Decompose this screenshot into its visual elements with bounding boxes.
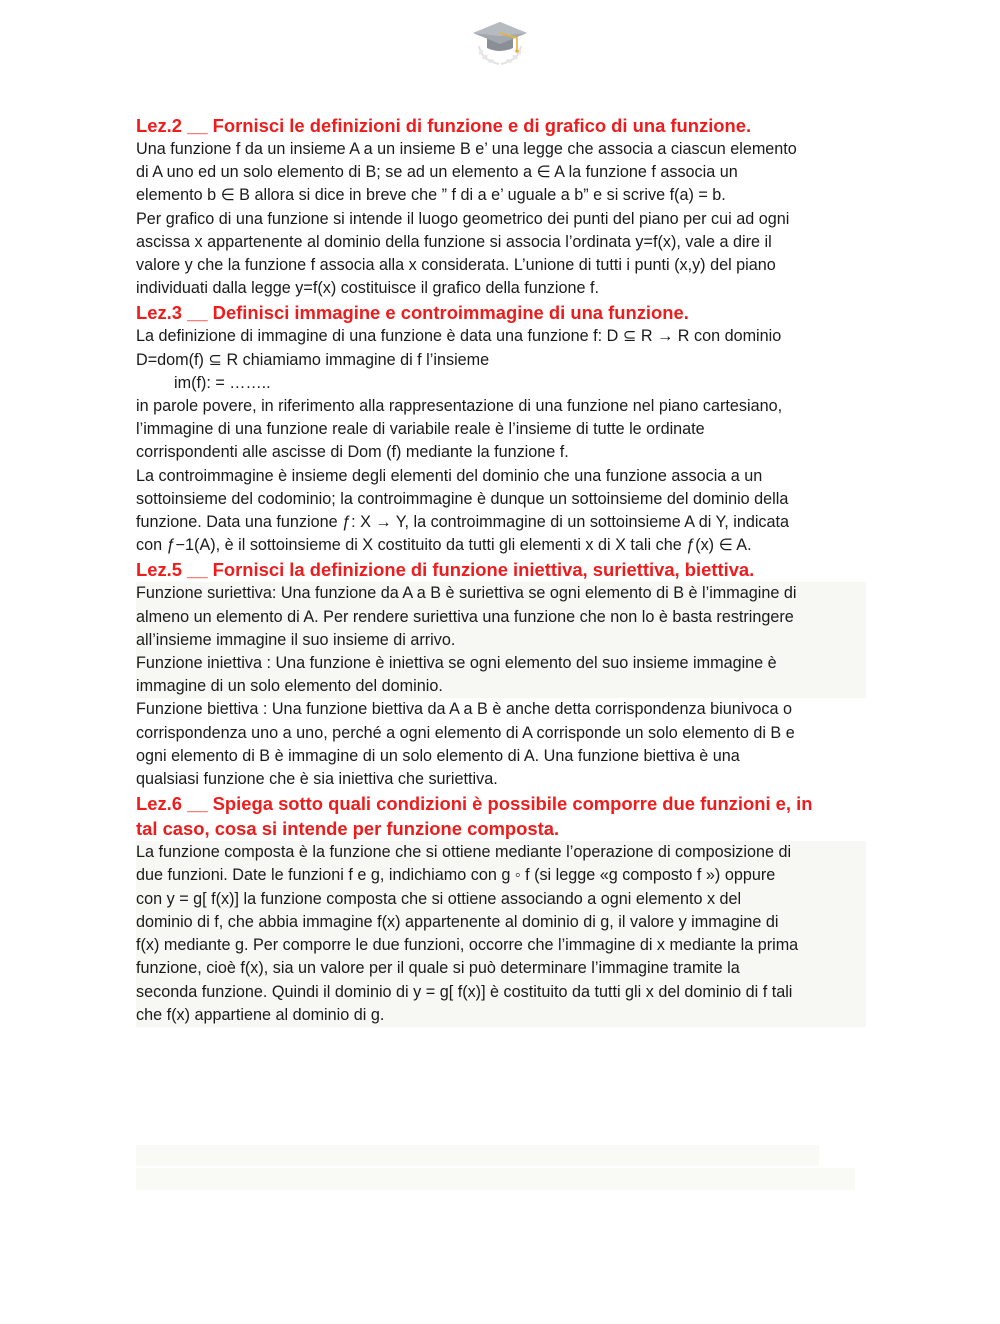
answer-paragraph: La definizione di immagine di una funzione è data una funzione f: D ⊆ R → R con dominio D=dom(f) ⊆ R chiamiamo immagine di f l’insieme (136, 327, 782, 369)
document-body (136, 113, 866, 1027)
formula-line: im(f): = …….. (174, 373, 271, 392)
question-heading: Lez.3 __ Definisci immagine e controimmagine di una funzione. (136, 302, 689, 324)
answer-paragraph: in parole povere, in riferimento alla rappresentazione di una funzione nel piano cartesiano, l’immagine di una funzione reale di variabile reale è l’insieme di tutte le ordinate corrispondenti alle ascisse di Dom (f) mediante la funzione f. (136, 397, 783, 462)
question-heading: Lez.2 __ Fornisci le definizioni di funzione e di grafico di una funzione. (136, 115, 752, 136)
answer-paragraph: La controimmagine è insieme degli elementi del dominio che una funzione associa a un sottoinsieme del codominio; la controimmagine è dunque un sottoinsieme del dominio della funzione. Data una funzione ƒ: X → Y, la controimmagine di un sottoinsieme A di Y, indicata con ƒ−1(A), è il sottoinsieme di X costituito da tutti gli elementi x di X tali che ƒ(x) ∈ A. (136, 466, 790, 555)
answer-paragraph: Per grafico di una funzione si intende il luogo geometrico dei punti del piano per cui ad ogni ascissa x appartenente al dominio della funzione si associa l’ordinata y=f(x), vale a dire il valore y che la funzione f associa alla x considerata. L’unione di tutti i punti (x,y) del piano individuati dalla legge y=f(x) costituisce il grafico della funzione f. (136, 209, 790, 298)
empty-shaded-line (136, 1145, 819, 1166)
answer-paragraph: Funzione iniettiva : Una funzione è iniettiva se ogni elemento del suo insieme immagine è immagine di un solo elemento del dominio. (136, 652, 866, 698)
empty-shaded-line (136, 1168, 855, 1190)
answer-paragraph: Una funzione f da un insieme A a un insieme B e’ una legge che associa a ciascun elemento di A uno ed un solo elemento di B; se ad un elemento a ∈ A la funzione f associa un elemento b ∈ B allora si dice in breve che ” f di a e’ uguale a b” e si scrive f(a) = b. (136, 140, 797, 205)
answer-paragraph: Funzione suriettiva: Una funzione da A a B è suriettiva se ogni elemento di B è l’immagine di almeno un elemento di A. Per rendere suriettiva una funzione che non lo è basta restringere all’insieme immagine il suo insieme di arrivo. (136, 582, 866, 652)
question-heading: Lez.5 __ Fornisci la definizione di funzione iniettiva, suriettiva, biettiva. (136, 559, 755, 581)
answer-paragraph: La funzione composta è la funzione che si ottiene mediante l’operazione di composizione di due funzioni. Date le funzioni f e g, indichiamo con g ◦ f (si legge «g composto f ») oppure con y = g[ f(x)] la funzione composta che si ottiene associando a ogni elemento x del dominio di f, che abbia immagine f(x) appartenente al dominio di g, il valore y immagine di f(x) mediante g. Per comporre le due funzioni, occorre che l’immagine di x mediante la prima funzione, cioè f(x), sia un valore per il quale si può determinare l’immagine tramite la seconda funzione. Quindi il dominio di y = g[ f(x)] è costituito da tutti gli x del dominio di f tali che f(x) appartiene al dominio di g. (136, 841, 866, 1027)
question-heading: Lez.6 __ Spiega sotto quali condizioni è possibile comporre due funzioni e, in tal caso, cosa si intende per funzione composta. (136, 793, 813, 840)
answer-paragraph: Funzione biettiva : Una funzione biettiva da A a B è anche detta corrispondenza biunivoca o corrispondenza uno a uno, perché a ogni elemento di A corrisponde un solo elemento di B e ogni elemento di B è immagine di un solo elemento di A. Una funzione biettiva è una qualsiasi funzione che è sia iniettiva che suriettiva. (136, 700, 795, 789)
graduation-cap-icon (469, 16, 531, 68)
